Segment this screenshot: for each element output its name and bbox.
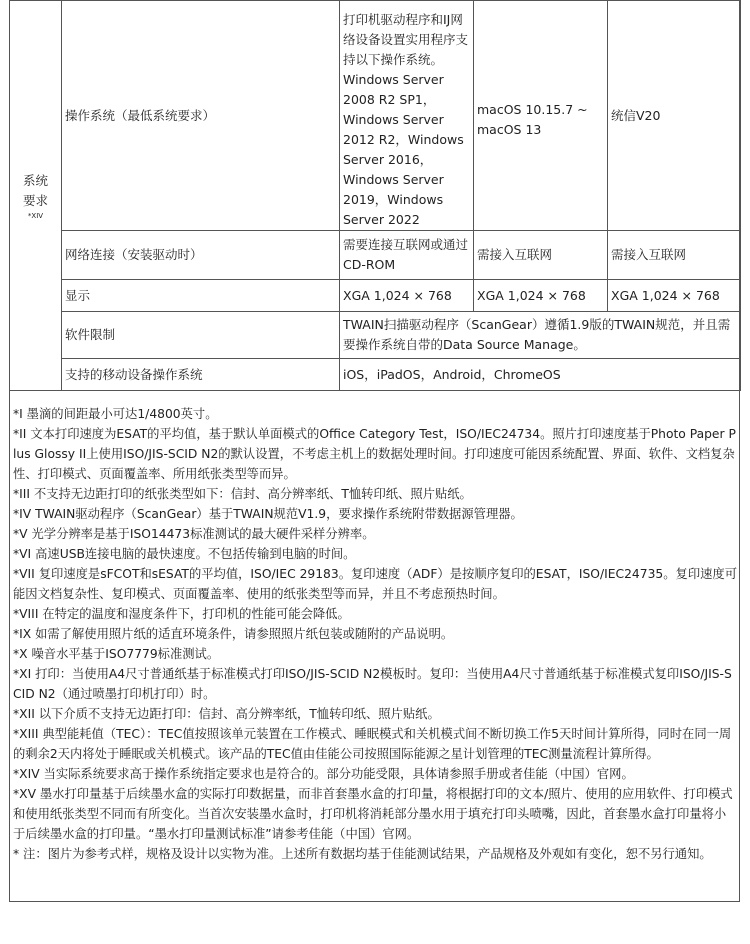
mobile-row <box>10 359 741 391</box>
os-windows: 打印机驱动程序和IJ网络设备设置实用程序支持以下操作系统。Windows Server 2008 R2 SP1，Windows Server 2012 R2，Windows Server 2016，Windows Server 2019，Windows Server 2022 <box>340 1 474 231</box>
footnote-1: *I 墨滴的间距最小可达1/4800英寸。 <box>13 407 218 421</box>
footnote-4: *IV TWAIN驱动程序（ScanGear）基于TWAIN规范V1.9，要求操作系统附带数据源管理器。 <box>13 507 523 521</box>
os-other: 统信V20 <box>608 1 741 231</box>
footnote-14: *XIV 当实际系统要求高于操作系统指定要求也是符合的。部分功能受限，具体请参照手册或者佳能（中国）官网。 <box>13 767 634 781</box>
footnote-12: *XII 以下介质不支持无边距打印：信封、高分辨率纸，T恤转印纸、照片贴纸。 <box>13 707 440 721</box>
footnote-8: *VIII 在特定的温度和湿度条件下，打印机的性能可能会降低。 <box>13 607 350 621</box>
footnote-disclaimer: * 注：图片为参考式样，规格及设计以实物为准。上述所有数据均基于佳能测试结果，产品规格及外观如有变化，恕不另行通知。 <box>13 847 712 861</box>
footnote-15: *XV 墨水打印量基于后续墨水盒的实际打印数据量，而非首套墨水盒的打印量，将根据打印的文本/照片、使用的应用软件、打印模式和使用纸张类型不同而有所变化。当首次安装墨水盒时，打印机将消耗部分墨水用于填充打印头喷嘴，因此，首套墨水盒打印量将小于后续墨水盒的打印量。“墨水打印量测试标准”请参考佳能（中国）官网。 <box>13 787 733 841</box>
section-note: *XIV <box>27 211 44 220</box>
footnote-10: *X 噪音水平基于ISO7779标准测试。 <box>13 647 220 661</box>
spec-table <box>9 0 741 391</box>
footnotes <box>13 404 738 864</box>
software-value: TWAIN扫描驱动程序（ScanGear）遵循1.9版的TWAIN规范，并且需要操作系统自带的Data Source Manage。 <box>340 312 741 359</box>
display-other: XGA 1,024 × 768 <box>608 280 741 312</box>
display-windows: XGA 1,024 × 768 <box>340 280 474 312</box>
footnote-7: *VII 复印速度是sFCOT和sESAT的平均值，ISO/IEC 29183。复印速度（ADF）是按顺序复印的ESAT，ISO/IEC24735。复印速度可能因文档复杂性、复印模式、页面覆盖率、使用的纸张类型等而异，并且不考虑预热时间。 <box>13 567 738 601</box>
footnote-6: *VI 高速USB连接电脑的最快速度。不包括传输到电脑的时间。 <box>13 547 356 561</box>
footnote-3: *III 不支持无边距打印的纸张类型如下：信封、高分辨率纸、T恤转印纸、照片贴纸。 <box>13 487 472 501</box>
network-mac: 需接入互联网 <box>474 231 608 280</box>
network-windows: 需要连接互联网或通过CD-ROM <box>340 231 474 280</box>
network-other: 需接入互联网 <box>608 231 741 280</box>
footnote-13: *XIII 典型能耗值（TEC）：TEC值按照该单元装置在工作模式、睡眠模式和关机模式间不断切换工作5天时间计算所得，同时在同一周的剩余2天内将处于睡眠或关机模式。该产品的TEC值由佳能公司按照国际能源之星计划管理的TEC测量流程计算所得。 <box>13 727 732 761</box>
software-row <box>10 312 741 359</box>
network-row <box>10 231 741 280</box>
display-row <box>10 280 741 312</box>
mobile-value: iOS，iPadOS，Android，ChromeOS <box>340 359 741 391</box>
footnote-5: *V 光学分辨率是基于ISO14473标准测试的最大硬件采样分辨率。 <box>13 527 375 541</box>
os-mac: macOS 10.15.7 ~ macOS 13 <box>474 1 608 231</box>
software-label: 软件限制 <box>62 312 340 359</box>
display-mac: XGA 1,024 × 768 <box>474 280 608 312</box>
display-label: 显示 <box>62 280 340 312</box>
os-row <box>10 1 741 231</box>
system-requirements-heading <box>10 1 62 391</box>
mobile-label: 支持的移动设备操作系统 <box>62 359 340 391</box>
section-label: 系统要求 <box>22 172 48 208</box>
os-label: 操作系统（最低系统要求） <box>62 1 340 231</box>
footnote-9: *IX 如需了解使用照片纸的适直环境条件，请参照照片纸包装或随附的产品说明。 <box>13 627 454 641</box>
footnote-2: *II 文本打印速度为ESAT的平均值，基于默认单面模式的Office Category Test，ISO/IEC24734。照片打印速度基于Photo Paper Plus Glossy II上使用ISO/JIS-SCID N2的默认设置，不考虑主机上的数据处理时间。打印速度可能因系统配置、界面、软件、文档复杂性、打印模式、页面覆盖率、所用纸张类型等而异。 <box>13 427 736 481</box>
footnote-11: *XI 打印：当使用A4尺寸普通纸基于标准模式打印ISO/JIS-SCID N2模板时。复印：当使用A4尺寸普通纸基于标准模式复印ISO/JIS-SCID N2（通过喷墨打印机打印）时。 <box>13 667 732 701</box>
network-label: 网络连接（安装驱动时） <box>62 231 340 280</box>
